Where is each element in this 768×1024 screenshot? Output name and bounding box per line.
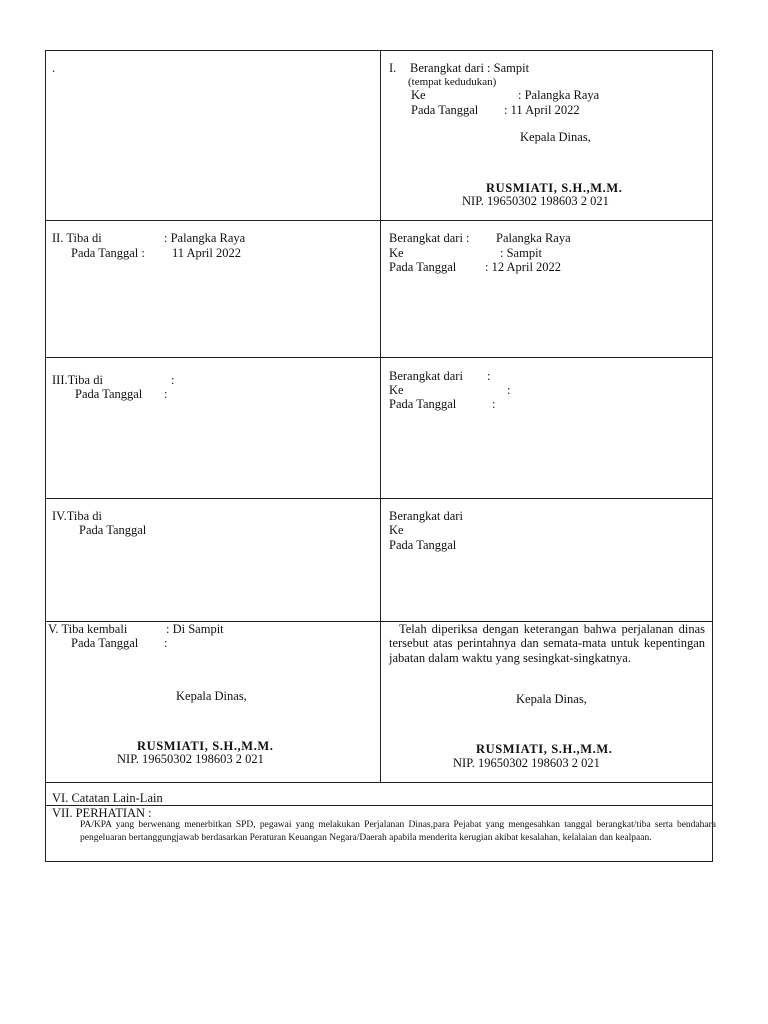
row5-left-jabatan: Kepala Dinas, <box>176 689 247 703</box>
row2-ke-label: Ke <box>389 246 404 260</box>
row5-right-signatory-name: RUSMIATI, S.H.,M.M. <box>476 742 613 756</box>
row4-tiba-label: IV.Tiba di <box>52 509 103 523</box>
row1-ke-label: Ke <box>411 88 426 102</box>
row2-berangkat-value: Palangka Raya <box>496 231 571 245</box>
row-divider-1 <box>45 220 713 221</box>
row2-berangkat-label: Berangkat dari : <box>389 231 470 245</box>
row2-tiba-label: II. Tiba di <box>52 231 102 245</box>
row1-nip: NIP. 19650302 198603 2 021 <box>462 194 609 208</box>
row1-tanggal-label: Pada Tanggal <box>411 103 479 117</box>
row2-tanggal-value: 11 April 2022 <box>172 246 241 260</box>
row2-tanggal-right-label: Pada Tanggal <box>389 260 457 274</box>
row5-right-jabatan: Kepala Dinas, <box>516 692 587 706</box>
row1-berangkat-dari: Berangkat dari : Sampit <box>410 61 530 75</box>
row5-tanggal-colon: : <box>164 636 168 650</box>
row2-tanggal-label: Pada Tanggal : <box>71 246 145 260</box>
row2-tiba-value: : Palangka Raya <box>164 231 246 245</box>
row3-tanggal-colon: : <box>164 387 168 401</box>
row2-tanggal-right-value: : 12 April 2022 <box>485 260 562 274</box>
row5-verification-text: Telah diperiksa dengan keterangan bahwa perjalanan dinas tersebut atas perintahnya dan semata-mata untuk kepentingan jabatan dalam waktu yang sesingkat-singkatnya. <box>389 622 705 665</box>
row2-ke-value: : Sampit <box>500 246 543 260</box>
row5-tiba-kembali-label: V. Tiba kembali <box>48 622 128 636</box>
row5-tiba-kembali-value: : Di Sampit <box>166 622 224 636</box>
row1-ke-value: : Palangka Raya <box>518 88 600 102</box>
row3-tanggal-label: Pada Tanggal <box>75 387 143 401</box>
row5-left-nip: NIP. 19650302 198603 2 021 <box>117 752 264 766</box>
row4-tanggal-label: Pada Tanggal <box>79 523 147 537</box>
row1-number: I. <box>389 61 397 75</box>
row1-left-dot: . <box>52 61 56 75</box>
row3-tiba-colon: : <box>171 373 175 387</box>
perhatian-label: VII. PERHATIAN : <box>52 806 152 820</box>
row3-berangkat-label: Berangkat dari <box>389 369 463 383</box>
perhatian-text: PA/KPA yang berwenang menerbitkan SPD, pegawai yang melakukan Perjalanan Dinas,para Pejabat yang mengesahkan tanggal berangkat/tiba serta bendahara pengeluaran bertanggungjawab berdasarkan Peraturan Keuangan Negara/Daerah apabila menderita kerugian akibat kesalahan, kelalaian dan kealpaan. <box>80 820 716 843</box>
row4-ke-label: Ke <box>389 523 404 537</box>
row3-tiba-label: III.Tiba di <box>52 373 103 387</box>
row5-tanggal-label: Pada Tanggal <box>71 636 139 650</box>
row3-berangkat-colon: : <box>487 369 491 383</box>
row1-tempat-kedudukan: (tempat kedudukan) <box>408 76 497 88</box>
row4-tanggal-right-label: Pada Tanggal <box>389 538 457 552</box>
catatan-lain-lain: VI. Catatan Lain-Lain <box>52 791 163 805</box>
row5-left-signatory-name: RUSMIATI, S.H.,M.M. <box>137 739 274 753</box>
row-divider-5 <box>45 782 713 783</box>
row3-ke-label: Ke <box>389 383 404 397</box>
row3-tanggal-right-label: Pada Tanggal <box>389 397 457 411</box>
row1-signatory-name: RUSMIATI, S.H.,M.M. <box>486 181 623 195</box>
row4-berangkat-label: Berangkat dari <box>389 509 463 523</box>
row1-tanggal-value: : 11 April 2022 <box>504 103 580 117</box>
row-divider-2 <box>45 357 713 358</box>
row1-jabatan: Kepala Dinas, <box>520 130 591 144</box>
row3-ke-colon: : <box>507 383 511 397</box>
row-divider-3 <box>45 498 713 499</box>
row3-tanggal-right-colon: : <box>492 397 496 411</box>
row5-right-nip: NIP. 19650302 198603 2 021 <box>453 756 600 770</box>
column-divider <box>380 50 381 782</box>
